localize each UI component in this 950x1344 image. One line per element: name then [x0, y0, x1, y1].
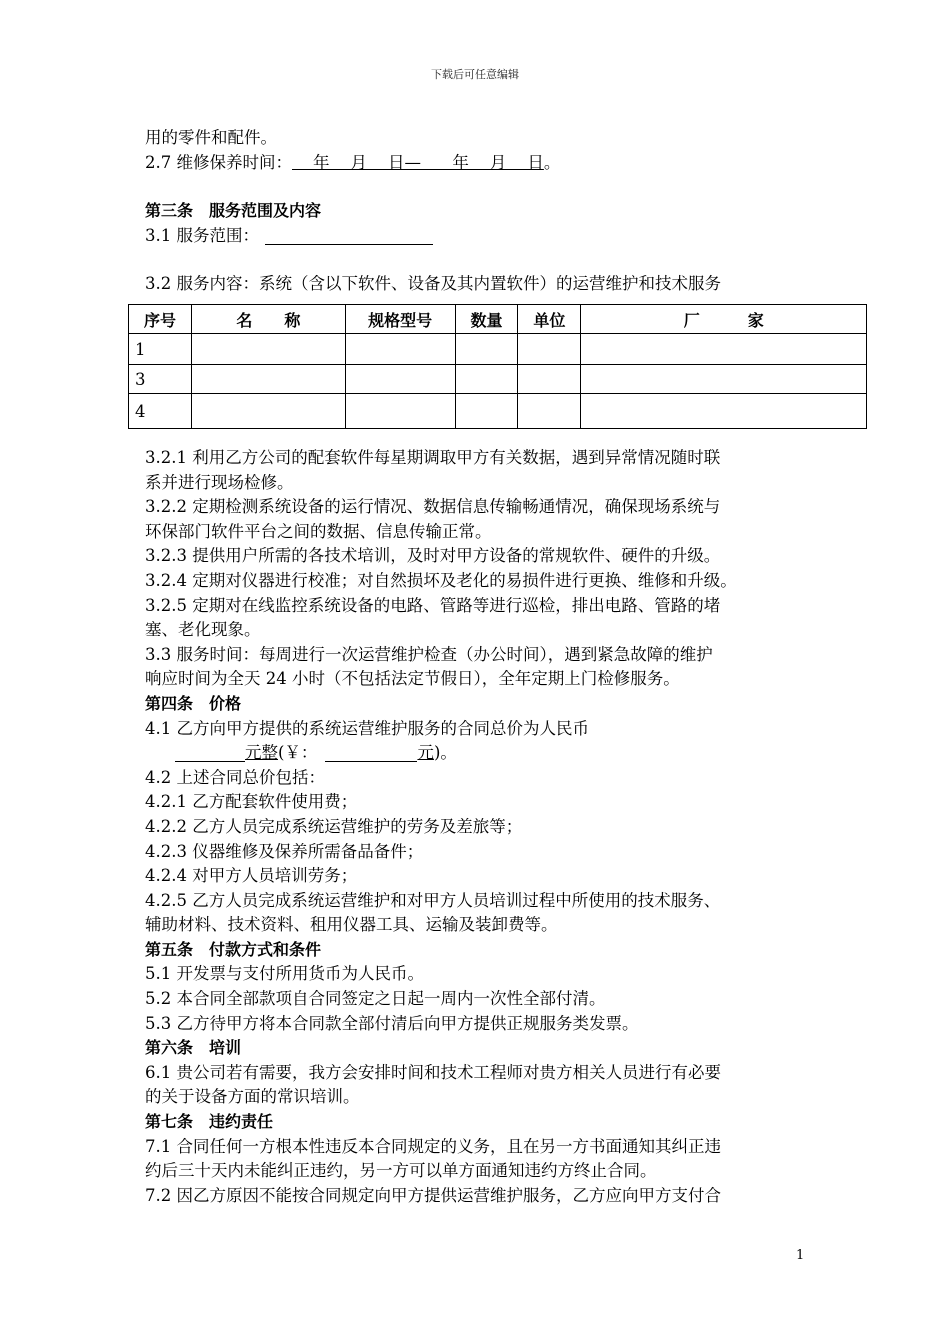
price-blank-line [145, 741, 811, 766]
paragraph: 5.2 本合同全部款项自合同签定之日起一周内一次性全部付清。 [145, 989, 606, 1009]
paragraph: 5.1 开发票与支付所用货币为人民币。 [145, 964, 424, 984]
table-header-row [129, 305, 867, 334]
paragraph: 的关于设备方面的常识培训。 [145, 1087, 360, 1107]
col-header-model: 规格型号 [345, 305, 455, 334]
punctuation: )。 [433, 743, 457, 763]
paragraph: 7.1 合同任何一方根本性违反本合同规定的义务，且在另一方书面通知其纠正违 [145, 1136, 721, 1156]
cell [191, 365, 345, 394]
article-4-title: 第四条 价格 [145, 693, 242, 713]
cell-index: 4 [129, 394, 192, 429]
paragraph: 响应时间为全天 24 小时（不包括法定节假日），全年定期上门检修服务。 [145, 669, 680, 689]
service-scope-blank [265, 226, 433, 245]
cell [345, 365, 455, 394]
col-header-quantity: 数量 [455, 305, 518, 334]
cell [191, 334, 345, 365]
service-scope-line [145, 224, 811, 249]
paragraph: 4.1 乙方向甲方提供的系统运营维护服务的合同总价为人民币 [145, 718, 589, 738]
cell [455, 334, 518, 365]
col-header-unit: 单位 [518, 305, 581, 334]
cell [455, 365, 518, 394]
page-header: 下载后可任意编辑 [431, 68, 519, 81]
article-3-title: 第三条 服务范围及内容 [145, 201, 322, 221]
paragraph: 3.2.4 定期对仪器进行校准；对自然损坏及老化的易损件进行更换、维修和升级。 [145, 570, 737, 590]
col-header-name: 名 称 [191, 305, 345, 334]
paragraph: 4.2 上述合同总价包括： [145, 767, 325, 787]
price-words-blank [175, 743, 245, 762]
paragraph: 7.2 因乙方原因不能按合同规定向甲方提供运营维护服务，乙方应向甲方支付合 [145, 1185, 721, 1205]
maintenance-time-line [145, 151, 811, 176]
paragraph: 4.2.5 乙方人员完成系统运营维护和对甲方人员培训过程中所使用的技术服务、 [145, 890, 721, 910]
paragraph: 3.2.2 定期检测系统设备的运行情况、数据信息传输畅通情况，确保现场系统与 [145, 497, 721, 517]
paragraph: 4.2.2 乙方人员完成系统运营维护的劳务及差旅等； [145, 816, 523, 836]
price-words-label: 元整 [245, 743, 278, 763]
cell [345, 334, 455, 365]
price-number-unit: 元 [417, 743, 434, 763]
cell-index: 1 [129, 334, 192, 365]
equipment-table [128, 304, 867, 429]
punctuation: 。 [543, 152, 561, 172]
document-body-continued [145, 446, 811, 1208]
paragraph: 环保部门软件平台之间的数据、信息传输正常。 [145, 521, 492, 541]
paragraph: 3.2.3 提供用户所需的各技术培训，及时对甲方设备的常规软件、硬件的升级。 [145, 546, 721, 566]
paragraph: 6.1 贵公司若有需要，我方会安排时间和技术工程师对贵方相关人员进行有必要 [145, 1062, 721, 1082]
cell-index: 3 [129, 365, 192, 394]
paragraph: 4.2.1 乙方配套软件使用费； [145, 792, 358, 812]
article-6-title: 第六条 培训 [145, 1038, 242, 1058]
document-body [145, 126, 811, 297]
page-number: 1 [796, 1248, 805, 1263]
paragraph: 3.3 服务时间：每周进行一次运营维护检查（办公时间），遇到紧急故障的维护 [145, 644, 713, 664]
maintenance-time-label: 2.7 维修保养时间： [145, 152, 292, 172]
col-header-manufacturer: 厂 家 [581, 305, 867, 334]
cell [581, 394, 867, 429]
paragraph: 4.2.3 仪器维修及保养所需备品备件； [145, 841, 424, 861]
paragraph: 塞、老化现象。 [145, 620, 261, 640]
service-scope-label: 3.1 服务范围： [145, 225, 259, 245]
paragraph: 3.2.5 定期对在线监控系统设备的电路、管路等进行巡检，排出电路、管路的堵 [145, 595, 721, 615]
article-5-title: 第五条 付款方式和条件 [145, 939, 322, 959]
paragraph: 辅助材料、技术资料、租用仪器工具、运输及装卸费等。 [145, 915, 558, 935]
cell [518, 334, 581, 365]
article-7-title: 第七条 违约责任 [145, 1112, 274, 1132]
paragraph: 4.2.4 对甲方人员培训劳务； [145, 866, 358, 886]
paragraph: 3.2.1 利用乙方公司的配套软件每星期调取甲方有关数据，遇到异常情况随时联 [145, 448, 721, 467]
table-row [129, 394, 867, 429]
cell [518, 394, 581, 429]
paragraph: 5.3 乙方待甲方将本合同款全部付清后向甲方提供正规服务类发票。 [145, 1013, 639, 1033]
cell [581, 365, 867, 394]
paragraph: 用的零件和配件。 [145, 128, 277, 147]
price-number-blank [325, 743, 417, 762]
cell [581, 334, 867, 365]
table-row [129, 365, 867, 394]
cell [518, 365, 581, 394]
price-symbol: (￥： [278, 743, 318, 763]
cell [345, 394, 455, 429]
cell [191, 394, 345, 429]
maintenance-time-value: 年 月 日— 年 月 日 [292, 152, 544, 172]
paragraph: 约后三十天内未能纠正违约，另一方可以单方面通知违约方终止合同。 [145, 1161, 657, 1181]
table-row [129, 334, 867, 365]
service-content-line: 3.2 服务内容：系统（含以下软件、设备及其内置软件）的运营维护和技术服务 [145, 274, 721, 294]
cell [455, 394, 518, 429]
col-header-index: 序号 [129, 305, 192, 334]
paragraph: 系并进行现场检修。 [145, 472, 294, 492]
